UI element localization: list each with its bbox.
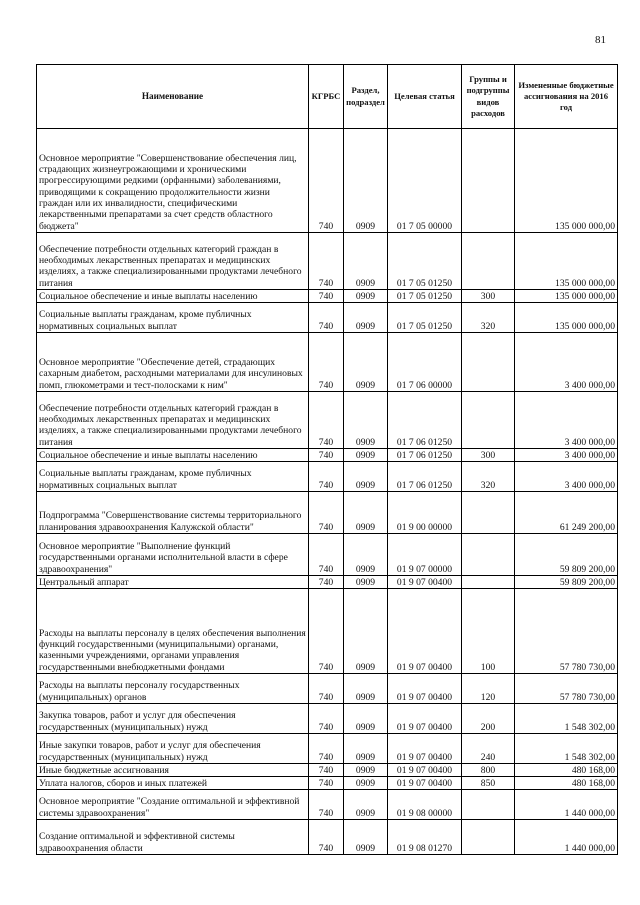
cell-target: 01 9 08 01270 — [388, 820, 462, 855]
cell-group — [462, 392, 515, 449]
table-row — [37, 777, 618, 790]
table-row — [37, 820, 618, 855]
table-row — [37, 449, 618, 462]
cell-section: 0909 — [344, 534, 388, 576]
cell-name: Основное мероприятие "Обеспечение детей, страдающих сахарным диабетом, расходными материалами для инсулиновых помп, глюкометрами и тест-полосками к ним" — [37, 333, 309, 392]
cell-name: Создание оптимальной и эффективной системы здравоохранения области — [37, 820, 309, 855]
page-number: 81 — [595, 34, 606, 46]
table-row — [37, 333, 618, 392]
cell-amount: 1 440 000,00 — [515, 790, 618, 820]
cell-section: 0909 — [344, 462, 388, 492]
cell-name: Расходы на выплаты персоналу государственных (муниципальных) органов — [37, 674, 309, 704]
cell-kgrbs: 740 — [309, 492, 344, 534]
cell-kgrbs: 740 — [309, 449, 344, 462]
budget-table — [36, 64, 618, 855]
cell-amount: 135 000 000,00 — [515, 290, 618, 303]
cell-kgrbs: 740 — [309, 790, 344, 820]
cell-group — [462, 492, 515, 534]
cell-group — [462, 129, 515, 233]
cell-amount: 61 249 200,00 — [515, 492, 618, 534]
cell-group — [462, 576, 515, 589]
cell-section: 0909 — [344, 392, 388, 449]
cell-amount: 57 780 730,00 — [515, 674, 618, 704]
table-row — [37, 492, 618, 534]
header-row — [37, 65, 618, 129]
table-row — [37, 303, 618, 333]
cell-kgrbs: 740 — [309, 734, 344, 764]
cell-group: 850 — [462, 777, 515, 790]
cell-kgrbs: 740 — [309, 290, 344, 303]
cell-target: 01 7 05 01250 — [388, 303, 462, 333]
cell-amount: 3 400 000,00 — [515, 449, 618, 462]
cell-target: 01 9 00 00000 — [388, 492, 462, 534]
table-row — [37, 290, 618, 303]
cell-kgrbs: 740 — [309, 462, 344, 492]
cell-target: 01 9 07 00400 — [388, 704, 462, 734]
table-row — [37, 233, 618, 290]
cell-section: 0909 — [344, 303, 388, 333]
cell-target: 01 9 07 00400 — [388, 589, 462, 674]
cell-target: 01 9 07 00400 — [388, 734, 462, 764]
cell-name: Основное мероприятие "Создание оптимальной и эффективной системы здравоохранения" — [37, 790, 309, 820]
cell-kgrbs: 740 — [309, 333, 344, 392]
cell-group: 320 — [462, 462, 515, 492]
cell-amount: 1 440 000,00 — [515, 820, 618, 855]
cell-kgrbs: 740 — [309, 820, 344, 855]
cell-name: Уплата налогов, сборов и иных платежей — [37, 777, 309, 790]
cell-name: Основное мероприятие "Выполнение функций государственными органами исполнительной власти в сфере здравоохранения" — [37, 534, 309, 576]
cell-amount: 3 400 000,00 — [515, 462, 618, 492]
cell-target: 01 7 06 00000 — [388, 333, 462, 392]
cell-amount: 59 809 200,00 — [515, 534, 618, 576]
cell-amount: 59 809 200,00 — [515, 576, 618, 589]
cell-group: 800 — [462, 764, 515, 777]
cell-kgrbs: 740 — [309, 589, 344, 674]
cell-amount: 135 000 000,00 — [515, 233, 618, 290]
cell-section: 0909 — [344, 129, 388, 233]
table-row — [37, 392, 618, 449]
cell-group: 200 — [462, 704, 515, 734]
cell-kgrbs: 740 — [309, 129, 344, 233]
cell-section: 0909 — [344, 777, 388, 790]
cell-target: 01 7 06 01250 — [388, 462, 462, 492]
cell-target: 01 9 07 00400 — [388, 576, 462, 589]
cell-amount: 3 400 000,00 — [515, 392, 618, 449]
cell-group — [462, 820, 515, 855]
cell-section: 0909 — [344, 290, 388, 303]
cell-name: Иные закупки товаров, работ и услуг для обеспечения государственных (муниципальных) нужд — [37, 734, 309, 764]
table-row — [37, 534, 618, 576]
header-amount: Измененные бюджетные ассигнования на 2016 год — [515, 65, 618, 129]
header-target: Целевая статья — [388, 65, 462, 129]
cell-kgrbs: 740 — [309, 534, 344, 576]
cell-name: Основное мероприятие "Совершенствование обеспечения лиц, страдающих жизнеугрожающими и хроническими прогрессирующими редкими (орфанными) заболеваниями, приводящими к сокращению продолжительности жизни граждан или их инвалидности, специфическими лекарственными препаратами за счет средств областного бюджета" — [37, 129, 309, 233]
cell-name: Иные бюджетные ассигнования — [37, 764, 309, 777]
cell-amount: 3 400 000,00 — [515, 333, 618, 392]
cell-target: 01 9 07 00400 — [388, 764, 462, 777]
cell-name: Закупка товаров, работ и услуг для обеспечения государственных (муниципальных) нужд — [37, 704, 309, 734]
cell-kgrbs: 740 — [309, 704, 344, 734]
cell-name: Расходы на выплаты персоналу в целях обеспечения выполнения функций государственными (муниципальными) органами, казенными учреждениями, органами управления государственными внебюджетными фондами — [37, 589, 309, 674]
cell-target: 01 7 05 01250 — [388, 290, 462, 303]
cell-group — [462, 233, 515, 290]
cell-group: 120 — [462, 674, 515, 704]
cell-target: 01 9 07 00000 — [388, 534, 462, 576]
cell-amount: 135 000 000,00 — [515, 129, 618, 233]
header-name: Наименование — [37, 65, 309, 129]
table-row — [37, 129, 618, 233]
cell-kgrbs: 740 — [309, 392, 344, 449]
cell-section: 0909 — [344, 764, 388, 777]
header-section: Раздел, подраздел — [344, 65, 388, 129]
table-row — [37, 704, 618, 734]
table-row — [37, 734, 618, 764]
cell-kgrbs: 740 — [309, 777, 344, 790]
cell-target: 01 9 08 00000 — [388, 790, 462, 820]
cell-target: 01 9 07 00400 — [388, 674, 462, 704]
header-kgrbs: КГРБС — [309, 65, 344, 129]
cell-section: 0909 — [344, 449, 388, 462]
table-row — [37, 589, 618, 674]
cell-amount: 480 168,00 — [515, 764, 618, 777]
cell-kgrbs: 740 — [309, 576, 344, 589]
cell-section: 0909 — [344, 576, 388, 589]
cell-target: 01 7 06 01250 — [388, 449, 462, 462]
cell-group: 100 — [462, 589, 515, 674]
cell-target: 01 7 06 01250 — [388, 392, 462, 449]
cell-section: 0909 — [344, 674, 388, 704]
cell-section: 0909 — [344, 589, 388, 674]
table-row — [37, 790, 618, 820]
cell-amount: 1 548 302,00 — [515, 734, 618, 764]
cell-group: 240 — [462, 734, 515, 764]
cell-target: 01 7 05 01250 — [388, 233, 462, 290]
table-row — [37, 674, 618, 704]
cell-kgrbs: 740 — [309, 233, 344, 290]
cell-section: 0909 — [344, 233, 388, 290]
cell-section: 0909 — [344, 790, 388, 820]
cell-section: 0909 — [344, 492, 388, 534]
cell-group — [462, 534, 515, 576]
cell-group: 300 — [462, 290, 515, 303]
cell-amount: 135 000 000,00 — [515, 303, 618, 333]
cell-name: Подпрограмма "Совершенствование системы территориального планирования здравоохранения Калужской области" — [37, 492, 309, 534]
cell-target: 01 7 05 00000 — [388, 129, 462, 233]
cell-section: 0909 — [344, 734, 388, 764]
cell-kgrbs: 740 — [309, 674, 344, 704]
cell-target: 01 9 07 00400 — [388, 777, 462, 790]
cell-section: 0909 — [344, 333, 388, 392]
cell-name: Центральный аппарат — [37, 576, 309, 589]
cell-kgrbs: 740 — [309, 303, 344, 333]
table-row — [37, 764, 618, 777]
cell-group: 320 — [462, 303, 515, 333]
cell-name: Обеспечение потребности отдельных категорий граждан в необходимых лекарственных препаратах и медицинских изделиях, а также специализированными продуктами лечебного питания — [37, 233, 309, 290]
header-groups: Группы и подгруппы видов расходов — [462, 65, 515, 129]
table-row — [37, 576, 618, 589]
cell-amount: 57 780 730,00 — [515, 589, 618, 674]
cell-name: Социальные выплаты гражданам, кроме публичных нормативных социальных выплат — [37, 303, 309, 333]
cell-name: Социальное обеспечение и иные выплаты населению — [37, 290, 309, 303]
cell-name: Социальное обеспечение и иные выплаты населению — [37, 449, 309, 462]
cell-section: 0909 — [344, 820, 388, 855]
cell-group: 300 — [462, 449, 515, 462]
cell-group — [462, 333, 515, 392]
cell-name: Социальные выплаты гражданам, кроме публичных нормативных социальных выплат — [37, 462, 309, 492]
cell-name: Обеспечение потребности отдельных категорий граждан в необходимых лекарственных препаратах и медицинских изделиях, а также специализированными продуктами лечебного питания — [37, 392, 309, 449]
cell-amount: 480 168,00 — [515, 777, 618, 790]
table-row — [37, 462, 618, 492]
cell-group — [462, 790, 515, 820]
cell-kgrbs: 740 — [309, 764, 344, 777]
cell-section: 0909 — [344, 704, 388, 734]
cell-amount: 1 548 302,00 — [515, 704, 618, 734]
